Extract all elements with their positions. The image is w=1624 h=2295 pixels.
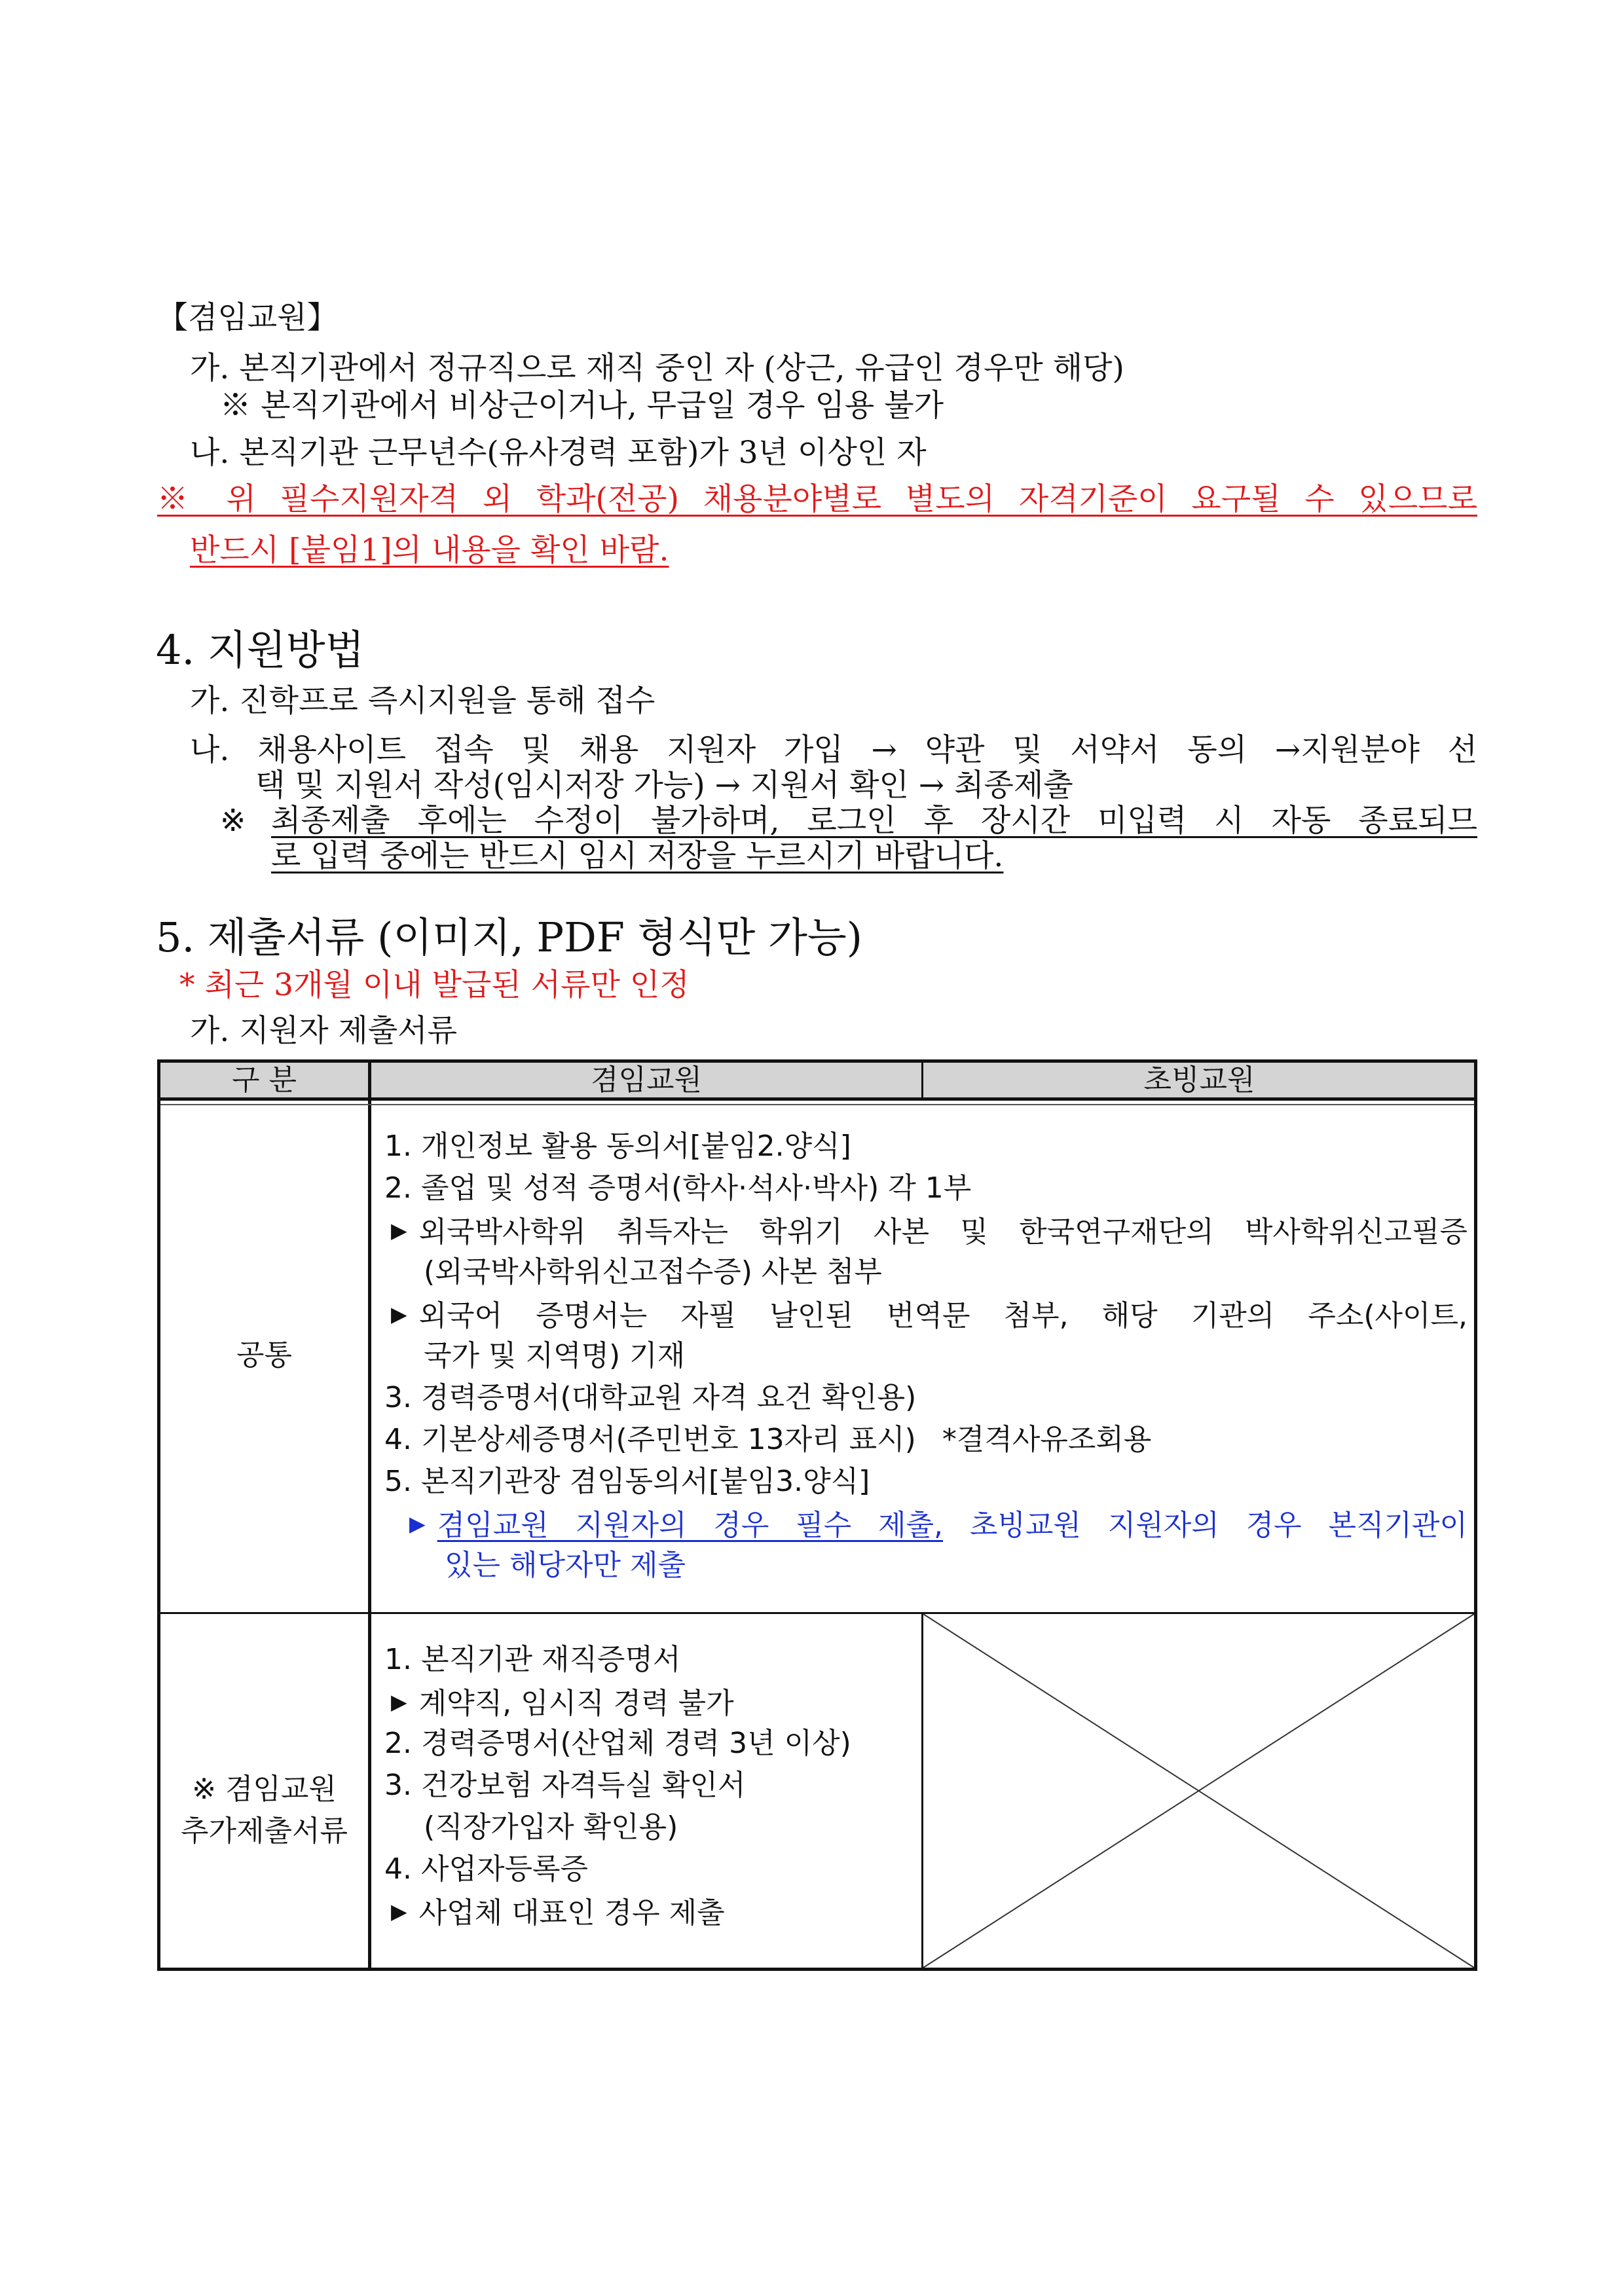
faculty-item-na: 나. 본직기관 근무년수(유사경력 포함)가 3년 이상인 자 xyxy=(190,435,927,471)
row-extra-line-7-text: 사업체 대표인 경우 제출 xyxy=(418,1896,725,1930)
row-extra-line-7 xyxy=(391,1890,725,1934)
section5-red-note: * 최근 3개월 이내 발급된 서류만 인정 xyxy=(179,967,690,1003)
row-common-line-3a xyxy=(391,1209,1467,1253)
not-applicable-cross xyxy=(923,1614,1474,1968)
table-header-row xyxy=(160,1063,1474,1101)
faculty-red-note-line2-text: 반드시 [붙임1]의 내용을 확인 바람. xyxy=(190,532,669,568)
faculty-red-note-line1: ※ 위 필수지원자격 외 학과(전공) 채용분야별로 별도의 자격기준이 요구될 수 있으므로 xyxy=(157,481,1477,517)
table-header-underline xyxy=(160,1104,1474,1105)
row-extra-line-4: 3. 건강보험 자격득실 확인서 xyxy=(384,1769,746,1802)
row-common-line-1: 1. 개인정보 활용 동의서[붙임2.양식] xyxy=(384,1129,851,1163)
row-common-label: 공통 xyxy=(236,1338,292,1372)
faculty-item-ga: 가. 본직기관에서 정규직으로 재직 중인 자 (상근, 유급인 경우만 해당) xyxy=(190,350,1124,386)
row-common-line-8a-underlined: 겸임교원 지원자의 경우 필수 제출, xyxy=(437,1509,944,1542)
section4-item-na-line1: 나. 채용사이트 접속 및 채용 지원자 가입 → 약관 및 서약서 동의 →지원분야 선 xyxy=(190,732,1477,768)
section4-item-na-line2: 택 및 지원서 작성(임시저장 가능) → 지원서 확인 → 최종제출 xyxy=(255,767,1073,803)
row-common-line-6-text: 4. 기본상세증명서(주민번호 13자리 표시) xyxy=(384,1423,916,1456)
row-common-line-4a xyxy=(391,1293,1467,1337)
row-common-line-3b: (외국박사학위신고접수증) 사본 첨부 xyxy=(424,1255,882,1289)
faculty-item-ga-note: ※ 본직기관에서 비상근이거나, 무급일 경우 임용 불가 xyxy=(220,388,944,424)
bullet-triangle-icon: ▶ xyxy=(409,1511,426,1536)
row-common-line-8a-rest: 초빙교원 지원자의 경우 본직기관이 xyxy=(969,1509,1467,1542)
section4-note-mark: ※ xyxy=(220,803,246,839)
row-extra-line-3: 2. 경력증명서(산업체 경력 3년 이상) xyxy=(384,1727,851,1760)
bullet-triangle-icon: ▶ xyxy=(391,1302,407,1327)
row-common-line-2: 2. 졸업 및 성적 증명서(학사·석사·박사) 각 1부 xyxy=(384,1171,972,1205)
section5-title: 5. 제출서류 (이미지, PDF 형식만 가능) xyxy=(156,913,862,961)
row-extra-label-2: 추가제출서류 xyxy=(180,1814,348,1848)
table-header-category: 구 분 xyxy=(232,1063,297,1097)
section4-note-line2: 로 입력 중에는 반드시 임시 저장을 누르시기 바랍니다. xyxy=(271,838,1004,874)
faculty-red-note-line2 xyxy=(157,531,711,570)
row-extra-line-6: 4. 사업자등록증 xyxy=(384,1852,588,1886)
row-common-line-8b: 있는 해당자만 제출 xyxy=(445,1549,686,1582)
row-extra-line-2-text: 계약직, 임시직 경력 불가 xyxy=(418,1687,734,1720)
bullet-triangle-icon: ▶ xyxy=(391,1218,407,1243)
section4-title: 4. 지원방법 xyxy=(156,626,365,674)
row-common-line-6 xyxy=(384,1419,1151,1461)
table-column-divider xyxy=(368,1063,371,1968)
section4-note-line1: 최종제출 후에는 수정이 불가하며, 로그인 후 장시간 미입력 시 자동 종료되므 xyxy=(271,803,1477,839)
documents-table xyxy=(157,1059,1477,1971)
row-extra-label-1: ※ 겸임교원 xyxy=(192,1772,337,1806)
table-header-adjunct: 겸임교원 xyxy=(590,1063,702,1097)
row-common-line-4b: 국가 및 지역명) 기재 xyxy=(424,1339,686,1372)
row-common-line-7: 5. 본직기관장 겸임동의서[붙임3.양식] xyxy=(384,1465,870,1498)
row-extra-line-2 xyxy=(391,1681,734,1725)
faculty-heading: 【겸임교원】 xyxy=(157,300,338,336)
table-header-divider xyxy=(921,1063,923,1101)
table-header-invited: 초빙교원 xyxy=(1143,1063,1255,1097)
section5-item-ga: 가. 지원자 제출서류 xyxy=(190,1013,458,1049)
row-extra-line-5: (직장가입자 확인용) xyxy=(424,1810,678,1844)
row-common-line-5: 3. 경력증명서(대학교원 자격 요건 확인용) xyxy=(384,1381,917,1414)
row-common-line-8a xyxy=(409,1503,1467,1547)
row-common-line-4a-text: 외국어 증명서는 자필 날인된 번역문 첨부, 해당 기관의 주소(사이트, xyxy=(418,1299,1467,1332)
row-extra-line-1: 1. 본직기관 재직증명서 xyxy=(384,1643,681,1676)
row-common-line-6-note: *결격사유조회용 xyxy=(942,1423,1152,1456)
row-common-line-3a-text: 외국박사학위 취득자는 학위기 사본 및 한국연구재단의 박사학위신고필증 xyxy=(418,1215,1467,1249)
bullet-triangle-icon: ▶ xyxy=(391,1899,407,1924)
section4-item-ga: 가. 진학프로 즉시지원을 통해 접수 xyxy=(190,683,655,719)
bullet-triangle-icon: ▶ xyxy=(391,1689,407,1714)
